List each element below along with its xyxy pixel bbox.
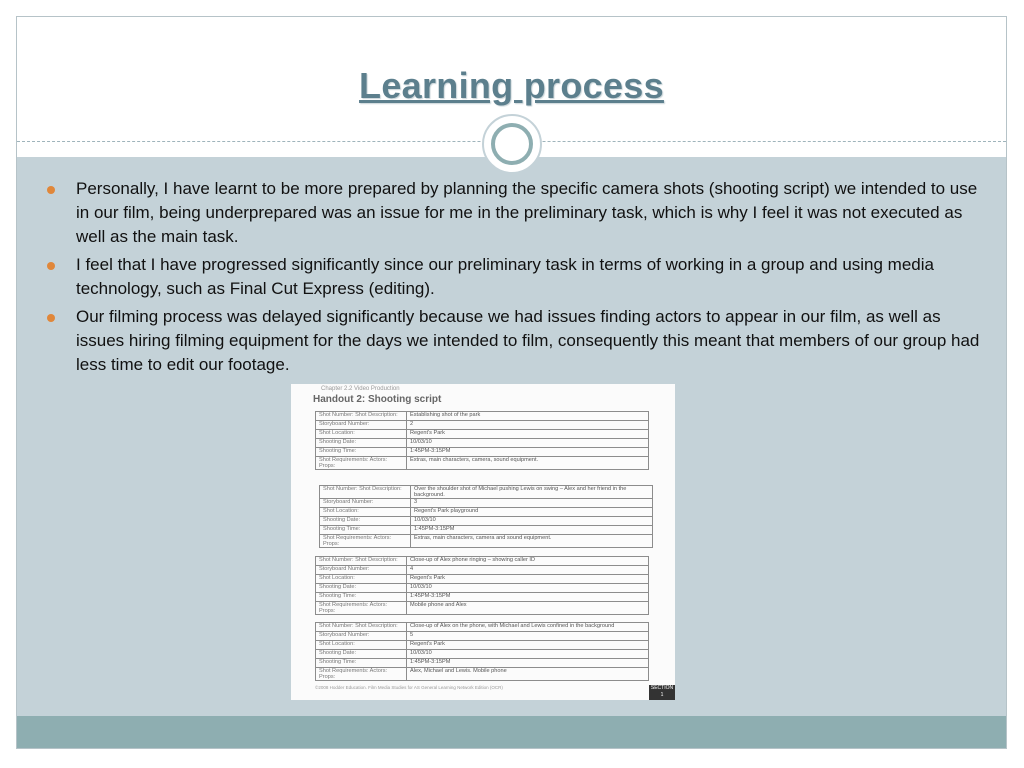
shot-field-label: Storyboard Number: [316, 566, 407, 575]
shot-field-value: 1:45PM-3:15PM [407, 448, 649, 457]
shot-row [316, 659, 649, 668]
shooting-script-image [291, 384, 675, 700]
handout-heading: Handout 2: Shooting script [313, 394, 442, 405]
shot-row [316, 593, 649, 602]
shot-field-label: Shot Requirements: Actors: Props: [320, 535, 411, 548]
shot-field-value: Close-up of Alex on the phone, with Michael and Lewis confined in the background [407, 623, 649, 632]
slide [16, 16, 1007, 749]
shot-field-value: 2 [407, 421, 649, 430]
shot-field-label: Shooting Date: [316, 584, 407, 593]
shot-field-value: 3 [411, 499, 653, 508]
section-badge: SECTION 1 [650, 685, 674, 698]
shot-field-value: Establishing shot of the park [407, 412, 649, 421]
shot-row [320, 499, 653, 508]
bullet-dot-icon [47, 262, 55, 270]
shot-row [320, 486, 653, 499]
shot-field-value: Close-up of Alex phone ringing – showing caller ID [407, 557, 649, 566]
shot-field-label: Shot Requirements: Actors: Props: [316, 602, 407, 615]
shot-field-value: Regent's Park playground [411, 508, 653, 517]
shot-row [316, 632, 649, 641]
shot-row [316, 439, 649, 448]
shot-field-label: Shooting Date: [316, 650, 407, 659]
shot-field-value: 10/03/10 [411, 517, 653, 526]
shot-field-label: Shot Number: Shot Description: [316, 412, 407, 421]
content-area [17, 157, 1006, 716]
bullet-text: Personally, I have learnt to be more prepared by planning the specific camera shots (shooting script) we intended to use in our film, being underprepared was an issue for me in the preliminary task, which is why I feel it was not executed as well as the main task. [76, 179, 978, 246]
shot-row [316, 412, 649, 421]
bullet-text: I feel that I have progressed significantly since our preliminary task in terms of working in a group and using media technology, such as Final Cut Express (editing). [76, 255, 934, 298]
shot-row [316, 430, 649, 439]
shot-field-label: Storyboard Number: [316, 421, 407, 430]
shot-row [320, 517, 653, 526]
shot-row [320, 508, 653, 517]
handout-chapter: Chapter 2.2 Video Production [321, 386, 400, 392]
shot-field-value: 1:45PM-3:15PM [407, 659, 649, 668]
shot-field-label: Shooting Time: [316, 593, 407, 602]
shot-row [316, 457, 649, 470]
shot-field-label: Shot Location: [316, 575, 407, 584]
shot-row [320, 535, 653, 548]
footer-band [17, 716, 1006, 749]
handout-footer: ©2008 Hodder Education. Film Media Studies for AS General Learning Network Edition (OCR) [315, 685, 503, 690]
shot-table [315, 622, 649, 681]
shot-table [315, 411, 649, 470]
shot-field-value: Alex, Michael and Lewis. Mobile phone [407, 668, 649, 681]
shot-field-value: 10/03/10 [407, 650, 649, 659]
shot-row [316, 575, 649, 584]
bullet-item [47, 305, 982, 377]
shot-field-value: Regent's Park [407, 575, 649, 584]
shot-field-label: Shot Location: [320, 508, 411, 517]
bullet-item [47, 253, 982, 301]
bullet-item [47, 177, 982, 249]
shot-field-value: Regent's Park [407, 430, 649, 439]
shot-field-value: Regent's Park [407, 641, 649, 650]
shot-row [316, 602, 649, 615]
shot-field-value: Extras, main characters, camera and sound equipment. [411, 535, 653, 548]
shot-field-value: 10/03/10 [407, 584, 649, 593]
shot-field-value: Mobile phone and Alex [407, 602, 649, 615]
shot-field-value: Extras, main characters, camera, sound equipment. [407, 457, 649, 470]
shot-row [316, 641, 649, 650]
shot-table [319, 485, 653, 548]
bullet-dot-icon [47, 186, 55, 194]
shot-field-label: Shot Location: [316, 430, 407, 439]
shot-field-value: 4 [407, 566, 649, 575]
shot-field-label: Shot Requirements: Actors: Props: [316, 457, 407, 470]
shot-field-label: Shot Number: Shot Description: [316, 557, 407, 566]
shot-field-label: Shooting Time: [316, 448, 407, 457]
bullet-text: Our filming process was delayed significantly because we had issues finding actors to appear in our film, as well as issues hiring filming equipment for the days we intended to film, consequently this meant that members of our group had less time to edit our footage. [76, 307, 980, 374]
shot-field-value: 10/03/10 [407, 439, 649, 448]
shot-field-value: Over the shoulder shot of Michael pushing Lewis on swing – Alex and her friend in the background. [411, 486, 653, 499]
shot-table [315, 556, 649, 615]
shot-row [316, 566, 649, 575]
circle-ornament-icon [481, 113, 543, 175]
shot-field-label: Shooting Date: [316, 439, 407, 448]
slide-title: Learning process [359, 65, 664, 106]
bullet-list [47, 177, 982, 381]
shot-row [316, 557, 649, 566]
shot-field-label: Shot Number: Shot Description: [316, 623, 407, 632]
shot-field-value: 5 [407, 632, 649, 641]
shot-field-label: Shooting Time: [316, 659, 407, 668]
bullet-dot-icon [47, 314, 55, 322]
shot-field-label: Shooting Time: [320, 526, 411, 535]
shot-field-label: Storyboard Number: [316, 632, 407, 641]
shot-row [316, 448, 649, 457]
shot-field-label: Shooting Date: [320, 517, 411, 526]
shot-field-label: Shot Location: [316, 641, 407, 650]
shot-row [316, 421, 649, 430]
shot-row [316, 668, 649, 681]
shot-row [316, 584, 649, 593]
shot-field-value: 1:45PM-3:15PM [411, 526, 653, 535]
shot-field-label: Storyboard Number: [320, 499, 411, 508]
shot-row [316, 623, 649, 632]
shot-field-value: 1:45PM-3:15PM [407, 593, 649, 602]
shot-field-label: Shot Requirements: Actors: Props: [316, 668, 407, 681]
shot-field-label: Shot Number: Shot Description: [320, 486, 411, 499]
shot-row [316, 650, 649, 659]
shot-row [320, 526, 653, 535]
